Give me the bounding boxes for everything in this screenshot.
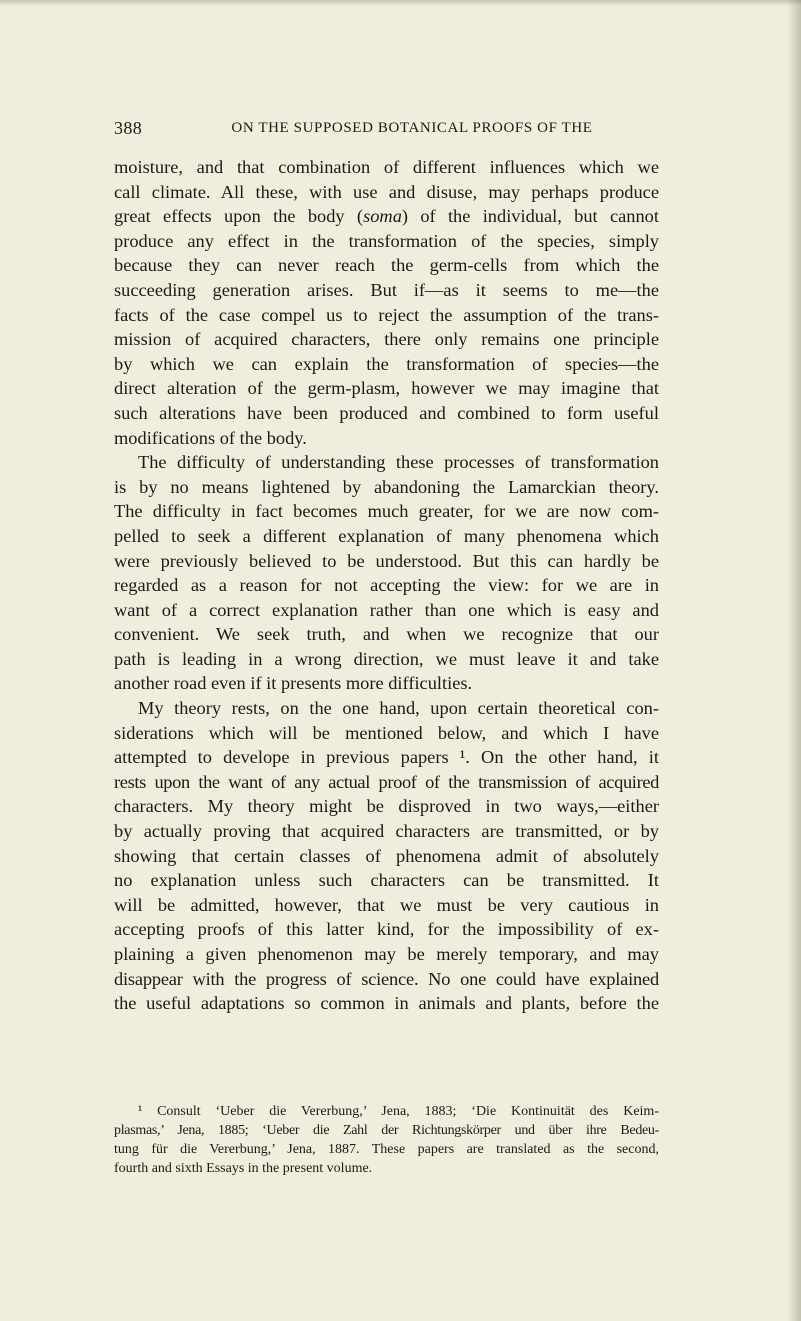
text-line: mission of acquired characters, there only remains one principle — [114, 329, 659, 350]
text-line: is by no means lightened by abandoning the Lamarckian theory. — [114, 476, 659, 497]
text-fragment: great effects upon the body ( — [114, 206, 364, 227]
text-line: moisture, and that combination of different influences which we — [114, 157, 659, 177]
text-line: showing that certain classes of phenomena admit of absolutely — [114, 845, 659, 866]
text-line-with-emphasis — [114, 204, 659, 229]
soma-term: soma — [363, 206, 402, 227]
text-line: direct alteration of the germ-plasm, however we may imagine that — [114, 378, 659, 399]
page-edge-right — [787, 0, 801, 1321]
text-line: modifications of the body. — [114, 427, 307, 448]
text-line: because they can never reach the germ-cells from which the — [114, 255, 659, 276]
text-line: succeeding generation arises. But if—as it seems to me—the — [114, 279, 659, 300]
footnote-line: plasmas,’ Jena, 1885; ‘Ueber die Zahl der Richtungskörper und über ihre Bedeu- — [114, 1123, 659, 1138]
text-line: will be admitted, however, that we must be very cautious in — [114, 894, 659, 915]
running-title: ON THE SUPPOSED BOTANICAL PROOFS OF THE — [231, 120, 593, 136]
footnote-line: tung für die Vererbung,’ Jena, 1887. These papers are translated as the second, — [114, 1142, 659, 1157]
text-line: no explanation unless such characters can be transmitted. It — [114, 870, 659, 891]
text-line: call climate. All these, with use and disuse, may perhaps produce — [114, 181, 659, 202]
text-line: by actually proving that acquired characters are transmitted, or by — [114, 821, 659, 842]
paragraph-start: The difficulty of understanding these processes of transformation — [138, 452, 659, 473]
footnote-line: fourth and sixth Essays in the present volume. — [114, 1161, 373, 1176]
footnotes — [114, 1102, 659, 1178]
body-text — [114, 155, 659, 1016]
text-line: rests upon the want of any actual proof of the transmission of acquired — [114, 771, 659, 792]
text-line: another road even if it presents more difficulties. — [114, 673, 473, 694]
text-line: siderations which will be mentioned below, and which I have — [114, 722, 659, 743]
text-line: The difficulty in fact becomes much greater, for we are now com- — [114, 501, 659, 522]
text-line: want of a correct explanation rather than one which is easy and — [114, 599, 659, 620]
text-line: path is leading in a wrong direction, we must leave it and take — [114, 648, 659, 669]
text-fragment: ) of the individual, but cannot — [401, 206, 659, 227]
footnote-line: ¹ Consult ‘Ueber die Vererbung,’ Jena, 1883; ‘Die Kontinuität des Keim- — [138, 1104, 659, 1119]
text-line: were previously believed to be understood. But this can hardly be — [114, 550, 659, 571]
text-line: such alterations have been produced and combined to form useful — [114, 402, 659, 423]
paragraph-start: My theory rests, on the one hand, upon certain theoretical con- — [138, 698, 659, 719]
text-line: convenient. We seek truth, and when we recognize that our — [114, 624, 659, 645]
page-number: 388 — [114, 118, 143, 138]
text-line: the useful adaptations so common in animals and plants, before the — [114, 993, 659, 1014]
text-line: characters. My theory might be disproved in two ways,—either — [114, 796, 659, 817]
running-header — [114, 118, 674, 140]
text-line: by which we can explain the transformation of species—the — [114, 353, 659, 374]
page-edge-top — [0, 0, 801, 6]
text-line: regarded as a reason for not accepting the view: for we are in — [114, 575, 659, 596]
text-line: accepting proofs of this latter kind, for the impossibility of ex- — [114, 919, 659, 940]
text-line-with-footnote-ref: attempted to develope in previous papers ¹. On the other hand, it — [114, 747, 659, 768]
text-line: plaining a given phenomenon may be merely temporary, and may — [114, 944, 659, 964]
text-line: pelled to seek a different explanation of many phenomena which — [114, 525, 659, 546]
text-line: produce any effect in the transformation of the species, simply — [114, 230, 659, 251]
text-line: facts of the case compel us to reject the assumption of the trans- — [114, 304, 659, 325]
text-line: disappear with the progress of science. No one could have explained — [114, 968, 659, 989]
